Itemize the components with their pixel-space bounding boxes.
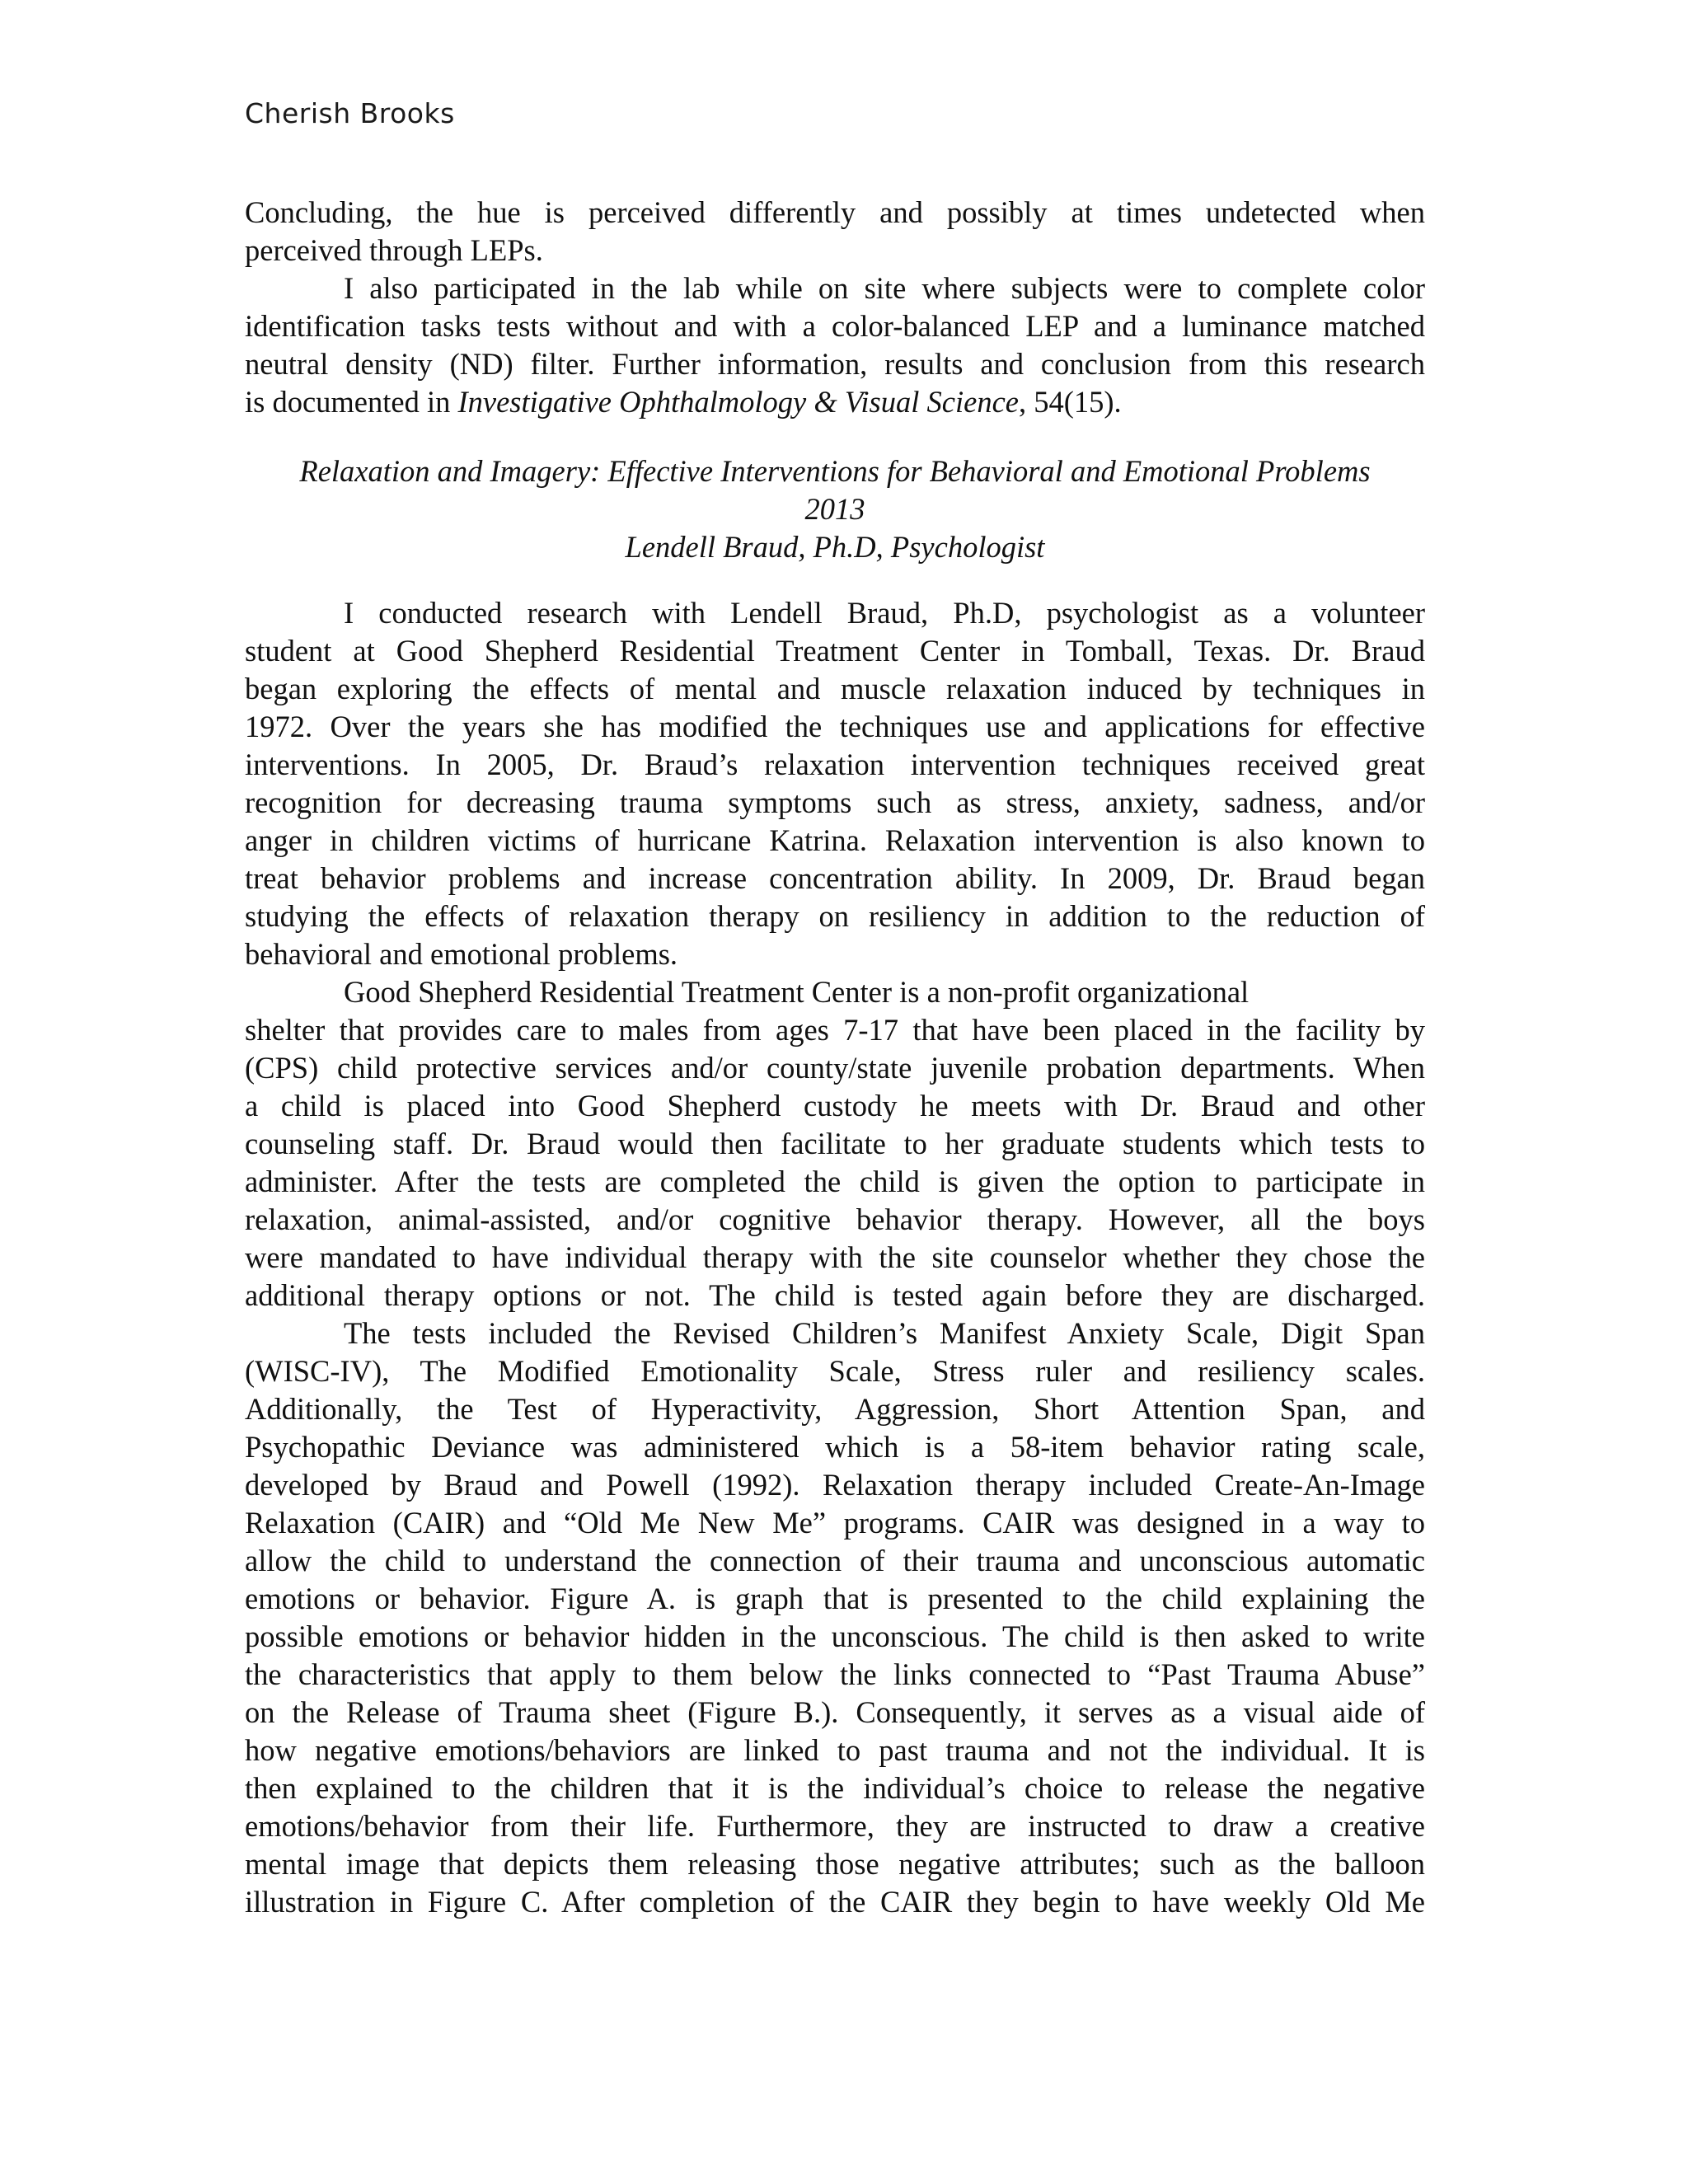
paragraph-line: were mandated to have individual therapy with the site counselor whether they chose the [245,1240,1425,1274]
document-body [245,194,1425,1921]
paragraph-line: recognition for decreasing trauma symptoms such as stress, anxiety, sadness, and/or [245,785,1425,819]
paragraph-line: (CPS) child protective services and/or county/state juvenile probation departments. When [245,1051,1425,1085]
citation-prefix: is documented in [245,385,458,419]
paragraph-tests [245,1315,1425,1921]
paragraph-line: additional therapy options or not. The child is tested again before they are discharged. [245,1278,1425,1312]
section-author: Lendell Braud, Ph.D, Psychologist [625,530,1045,564]
intro-line: Concluding, the hue is perceived differently and possibly at times undetected when [245,195,1425,229]
paragraph-line: Good Shepherd Residential Treatment Center is a non-profit organizational [344,975,1250,1009]
paragraph-line: Relaxation (CAIR) and “Old Me New Me” programs. CAIR was designed in a way to [245,1506,1425,1540]
paragraph-line: (WISC-IV), The Modified Emotionality Scale, Stress ruler and resiliency scales. [245,1354,1425,1388]
journal-title: Investigative Ophthalmology & Visual Science [457,385,1019,419]
paragraph-line: behavioral and emotional problems. [245,937,678,971]
paragraph-line: mental image that depicts them releasing those negative attributes; such as the balloon [245,1847,1425,1881]
paragraph-line: then explained to the children that it is the individual’s choice to release the negative [245,1771,1425,1805]
paragraph-line: possible emotions or behavior hidden in the unconscious. The child is then asked to write [245,1619,1425,1653]
paragraph-line: 1972. Over the years she has modified the techniques use and applications for effective [245,710,1425,743]
paragraph-line: developed by Braud and Powell (1992). Relaxation therapy included Create-An-Image [245,1468,1425,1502]
paragraph-line: on the Release of Trauma sheet (Figure B.). Consequently, it serves as a visual aide of [245,1695,1425,1729]
citation-suffix: , 54(15). [1018,385,1122,419]
paragraph-line: student at Good Shepherd Residential Treatment Center in Tomball, Texas. Dr. Braud [245,634,1425,668]
paragraph-line: allow the child to understand the connection of their trauma and unconscious automatic [245,1544,1425,1577]
paragraph-line: began exploring the effects of mental and muscle relaxation induced by techniques in [245,672,1425,705]
paragraph-line: emotions or behavior. Figure A. is graph that is presented to the child explaining the [245,1582,1425,1615]
paragraph-line: studying the effects of relaxation therapy on resiliency in addition to the reduction of [245,899,1425,933]
lab-paragraph-line [245,383,1425,421]
page-header-author: Cherish Brooks [245,97,455,129]
lab-paragraph-line: neutral density (ND) filter. Further information, results and conclusion from this research [245,347,1425,381]
paragraph-line: interventions. In 2005, Dr. Braud’s relaxation intervention techniques received great [245,748,1425,781]
paragraph-line: The tests included the Revised Children’s Manifest Anxiety Scale, Digit Span [344,1316,1425,1350]
paragraph-research [245,594,1425,973]
paragraph-line: emotions/behavior from their life. Furthermore, they are instructed to draw a creative [245,1809,1425,1843]
paragraph-line: shelter that provides care to males from ages 7-17 that have been placed in the facility by [245,1013,1425,1047]
paragraph-line: the characteristics that apply to them below the links connected to “Past Trauma Abuse” [245,1657,1425,1691]
paragraph-line: treat behavior problems and increase concentration ability. In 2009, Dr. Braud began [245,861,1425,895]
paragraph-line: anger in children victims of hurricane Katrina. Relaxation intervention is also known to [245,823,1425,857]
lab-paragraph-line: identification tasks tests without and with a color-balanced LEP and a luminance matched [245,309,1425,343]
paragraph-line: counseling staff. Dr. Braud would then facilitate to her graduate students which tests to [245,1127,1425,1160]
paragraph-line: Additionally, the Test of Hyperactivity, Aggression, Short Attention Span, and [245,1392,1425,1426]
paragraph-line: illustration in Figure C. After completion of the CAIR they begin to have weekly Old Me [245,1885,1425,1919]
paragraph-line: relaxation, animal-assisted, and/or cognitive behavior therapy. However, all the boys [245,1202,1425,1236]
section-year: 2013 [804,492,865,526]
paragraph-line: Psychopathic Deviance was administered which is a 58-item behavior rating scale, [245,1430,1425,1464]
paragraph-good-shepherd [245,973,1425,1315]
lab-paragraph-line: I also participated in the lab while on site where subjects were to complete color [344,271,1425,305]
paragraph-line: administer. After the tests are completed the child is given the option to participate in [245,1165,1425,1198]
intro-line: perceived through LEPs. [245,233,543,267]
section-title: Relaxation and Imagery: Effective Interventions for Behavioral and Emotional Problems [299,454,1371,488]
paragraph-line: how negative emotions/behaviors are linked to past trauma and not the individual. It is [245,1733,1425,1767]
paragraph-line: I conducted research with Lendell Braud, Ph.D, psychologist as a volunteer [344,596,1425,630]
paragraph-line: a child is placed into Good Shepherd custody he meets with Dr. Braud and other [245,1089,1425,1122]
